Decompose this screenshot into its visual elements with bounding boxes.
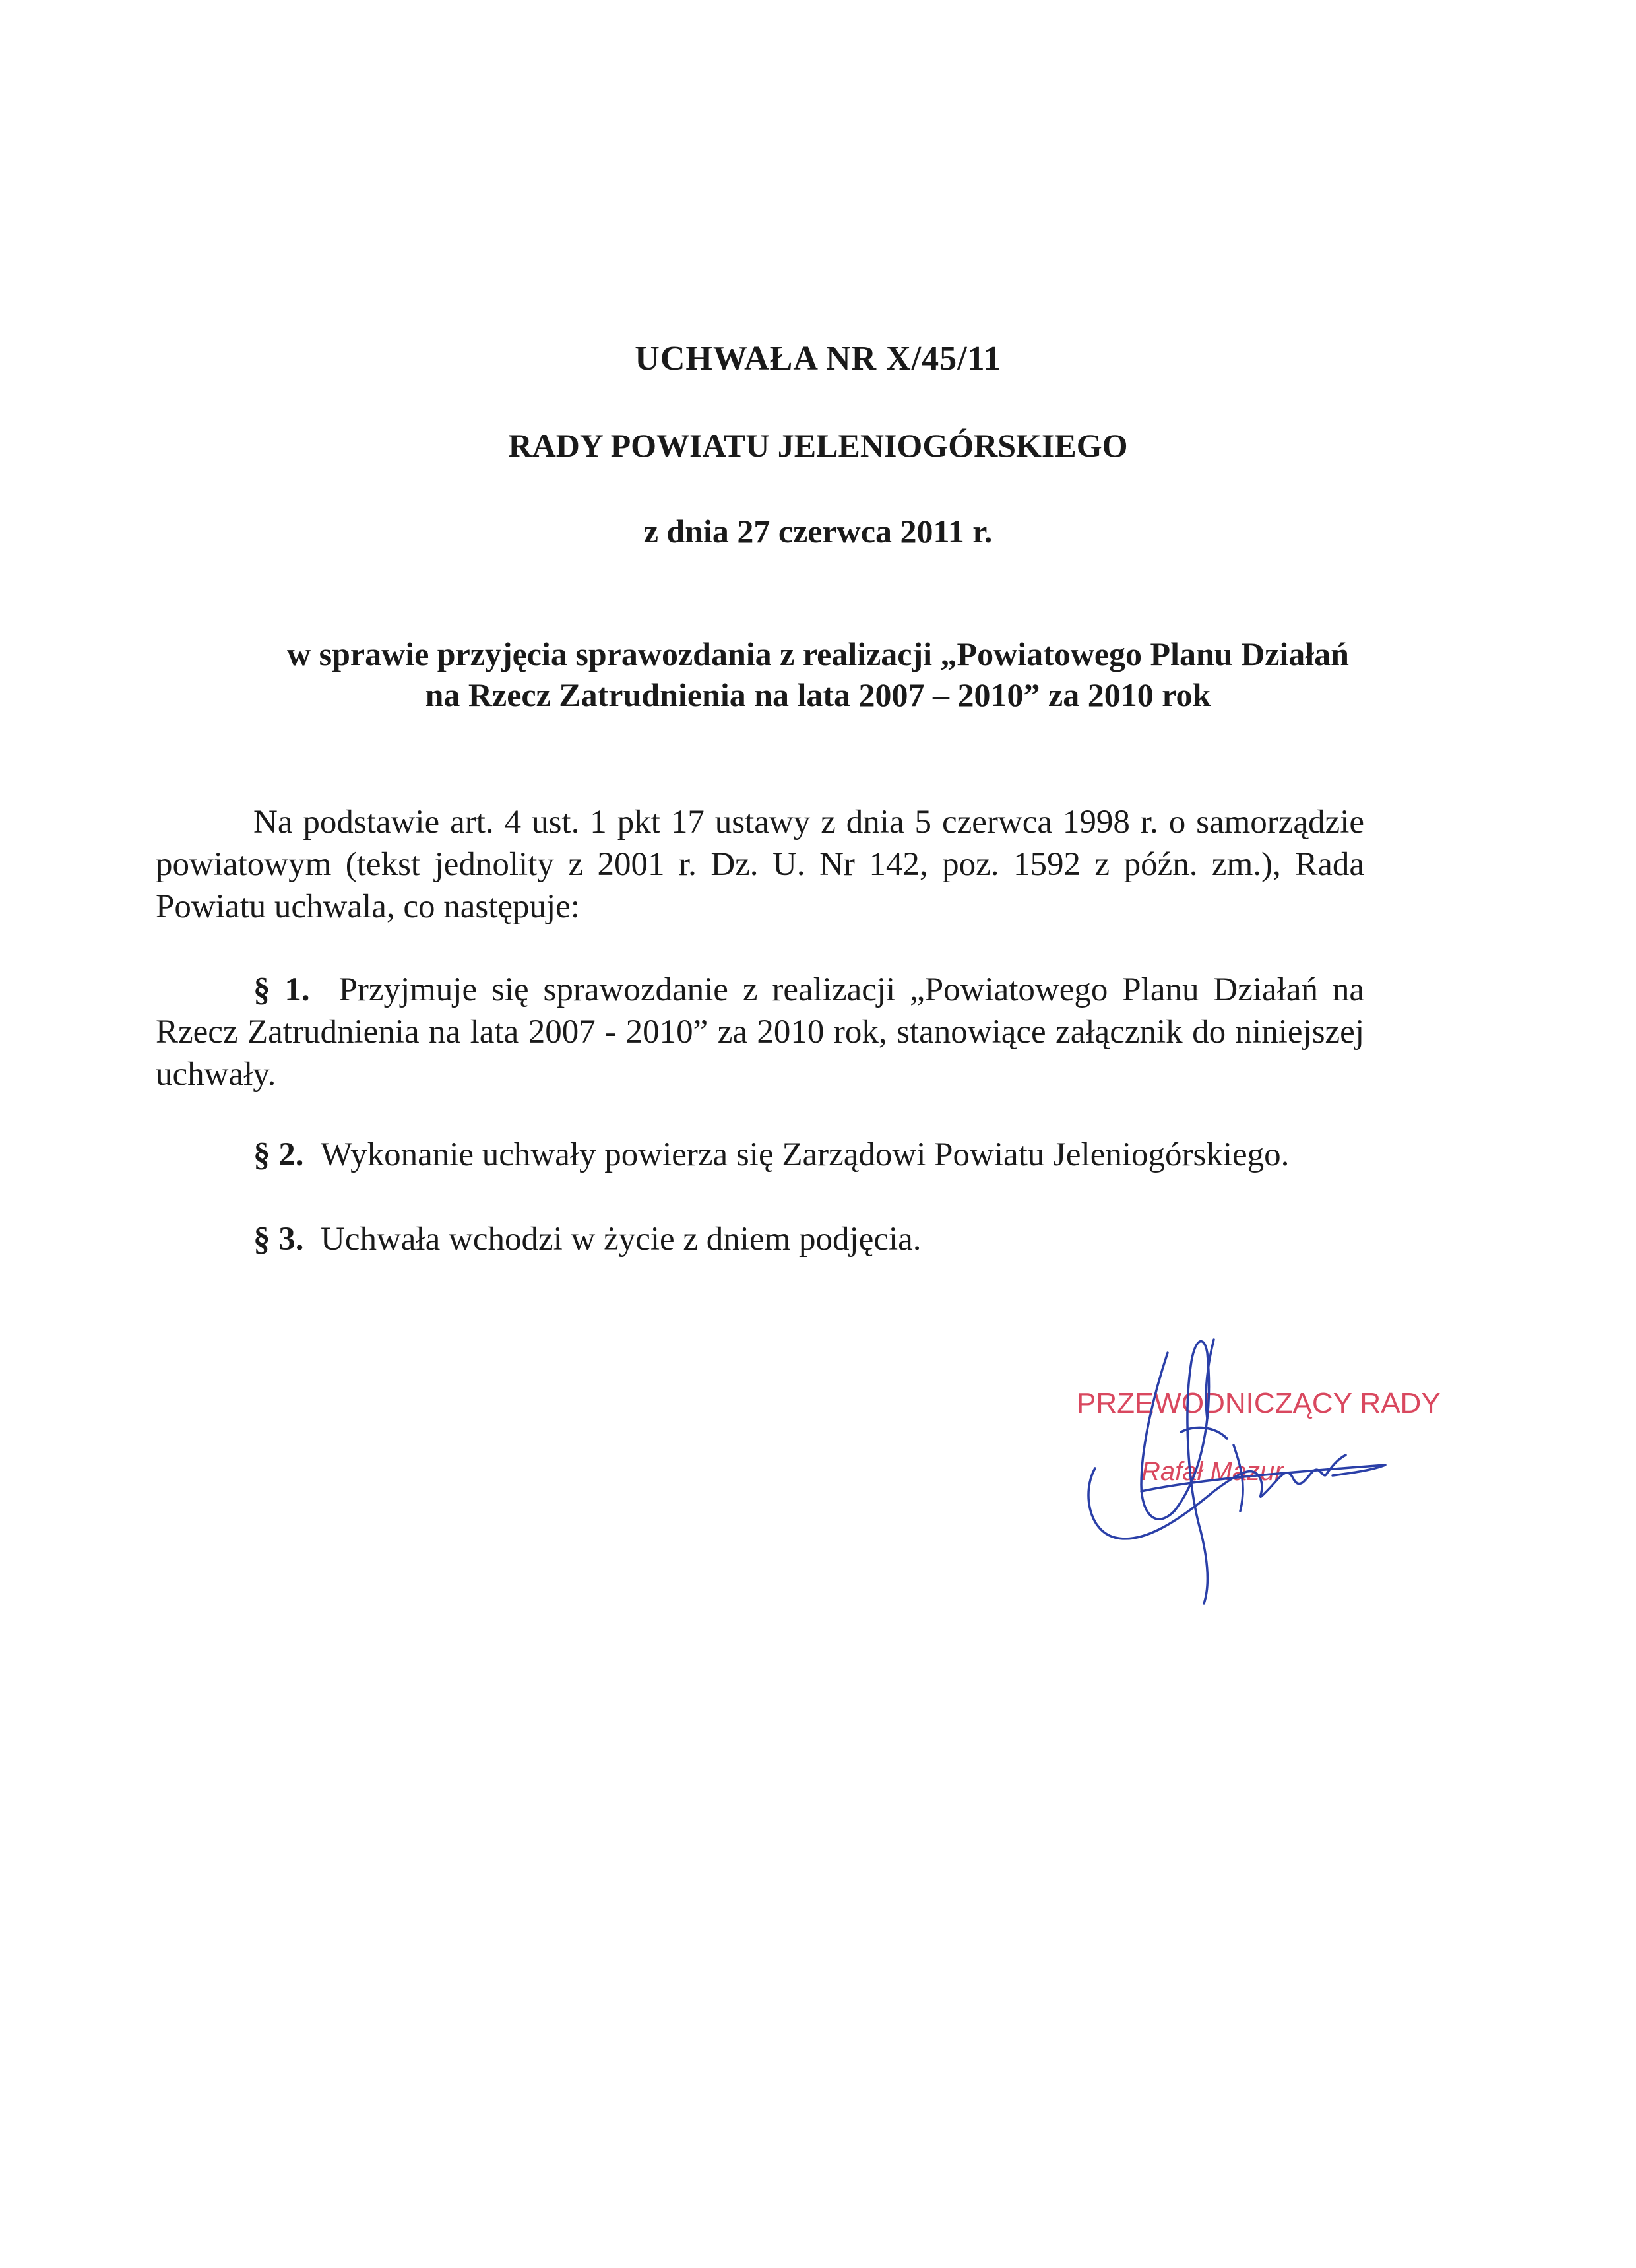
- handwritten-signature: [1042, 1313, 1412, 1617]
- section-3-mark: § 3.: [253, 1221, 304, 1258]
- section-1-mark: § 1.: [253, 971, 310, 1008]
- council-name: RADY POWIATU JELENIOGÓRSKIEGO: [508, 427, 1128, 464]
- section-2: [156, 1134, 1364, 1176]
- resolution-subject: [0, 633, 1636, 715]
- legal-basis-text: Na podstawie art. 4 ust. 1 pkt 17 ustawy z dnia 5 czerwca 1998 r. o samorządzie powiatowym (tekst jednolity z 2001 r. Dz. U. Nr 142, poz. 1592 z późn. zm.), Rada Powiatu uchwala, co następuje:: [156, 804, 1364, 925]
- section-2-text: Wykonanie uchwały powierza się Zarządowi Powiatu Jeleniogórskiego.: [321, 1136, 1290, 1173]
- subject-line-2: na Rzecz Zatrudnienia na lata 2007 – 2010” za 2010 rok: [425, 676, 1211, 713]
- subject-line-1: w sprawie przyjęcia sprawozdania z realizacji „Powiatowego Planu Działań: [287, 635, 1349, 672]
- stamp-name: Rafał Mazur: [1141, 1457, 1284, 1486]
- legal-basis-paragraph: [156, 801, 1364, 928]
- resolution-title: UCHWAŁA NR X/45/11: [635, 340, 1001, 377]
- section-3-text: Uchwała wchodzi w życie z dniem podjęcia.: [321, 1221, 922, 1258]
- section-1-text: Przyjmuje się sprawozdanie z realizacji „Powiatowego Planu Działań na Rzecz Zatrudnienia na lata 2007 - 2010” za 2010 rok, stanowiące załącznik do niniejszej uchwały.: [156, 971, 1364, 1093]
- section-1: [156, 969, 1364, 1095]
- stamp-role: PRZEWODNICZĄCY RADY: [1077, 1387, 1441, 1419]
- signature-block: [1042, 1313, 1441, 1617]
- section-3: [156, 1218, 1364, 1260]
- resolution-date: z dnia 27 czerwca 2011 r.: [643, 513, 993, 550]
- section-2-mark: § 2.: [253, 1136, 304, 1173]
